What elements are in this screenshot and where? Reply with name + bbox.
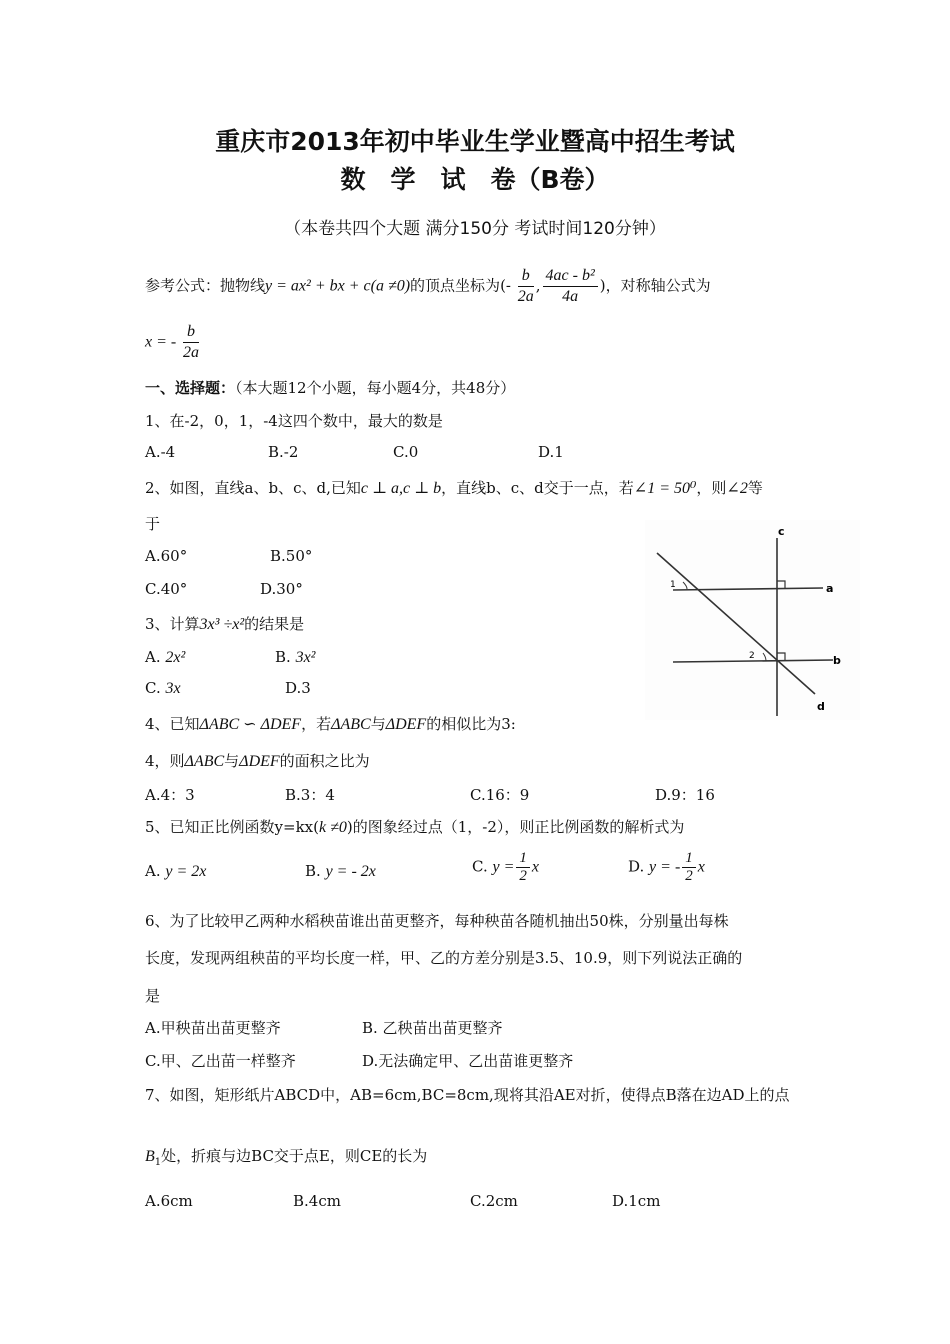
q5-c-lhs: y = <box>492 858 515 876</box>
q6-line1: 6、为了比较甲乙两种水稻秧苗谁出苗更整齐，每种秧苗各随机抽出50株，分别量出每株 <box>145 912 729 930</box>
lines-figure <box>645 520 860 720</box>
q5-a-label: A. <box>145 862 161 880</box>
q7-option-d: D.1cm <box>612 1192 661 1210</box>
exam-subtitle: 数 学 试 卷（B卷） <box>340 165 610 194</box>
q4-option-b: B.3：4 <box>285 786 335 804</box>
q1-option-a: A.-4 <box>145 443 176 461</box>
vertex-text: 的顶点坐标为 <box>410 276 501 295</box>
q6-option-c: C.甲、乙出苗一样整齐 <box>145 1052 296 1070</box>
q1-option-c: C.0 <box>393 443 419 461</box>
axis-numerator: b <box>183 322 199 343</box>
q3-a-value: 2x² <box>165 649 186 666</box>
q5-c-var: x <box>531 858 540 876</box>
vertex-x-numerator: b <box>518 266 534 287</box>
q7-option-b: B.4cm <box>293 1192 341 1210</box>
q5-a-value: y = 2x <box>165 863 207 880</box>
axis-fraction <box>183 322 199 363</box>
q7-point-b1: B <box>145 1148 155 1165</box>
q5-d-denominator: 2 <box>685 868 693 884</box>
q1-option-b: B.-2 <box>268 443 299 461</box>
q2-option-b: B.50° <box>270 547 313 565</box>
q4-option-a: A.4：3 <box>145 786 195 804</box>
q4-similarity: ΔABC ∽ ΔDEF <box>199 716 302 733</box>
formula-line: 参考公式：抛物线y = ax² + bx + c(a ≠0)的顶点坐标为(- $\frac{b}{2a}$ , $\frac{\text{4ac - b²}}{4a}$ )，对称轴公式为 <box>145 267 711 305</box>
q4-stem-cont <box>145 750 370 771</box>
q4-stem-a: 4、已知 <box>145 715 200 733</box>
q6-line2: 长度，发现两组秧苗的平均长度一样，甲、乙的方差分别是3.5、10.9，则下列说法正确的 <box>145 949 743 967</box>
q5-option-a <box>145 862 206 881</box>
label-a: a <box>826 582 834 595</box>
exam-note: （本卷共四个大题 满分150分 考试时间120分钟） <box>284 219 666 239</box>
q4-option-c: C.16：9 <box>470 786 530 804</box>
vertex-x-fraction <box>518 266 534 307</box>
q1-stem: 1、在-2，0，1，-4这四个数中，最大的数是 <box>145 412 443 430</box>
q2-stem-a: 2、如图，直线a、b、c、d,已知 <box>145 479 361 497</box>
q7-line1: 7、如图，矩形纸片ABCD中，AB=6cm,BC=8cm,现将其沿AE对折，使得点B落在边AD上的点 <box>145 1086 790 1104</box>
q5-c-label: C. <box>472 857 488 876</box>
vertex-x-denominator: 2a <box>517 288 534 305</box>
q4-triangle1-b: ΔABC <box>184 753 225 770</box>
q4-option-d: D.9：16 <box>655 786 715 804</box>
q5-option-b <box>305 862 376 881</box>
q2-option-d: D.30° <box>260 580 303 598</box>
q6-option-b: B. 乙秧苗出苗更整齐 <box>362 1019 503 1037</box>
q6-line3: 是 <box>145 987 161 1005</box>
axis-formula <box>145 322 201 363</box>
angle1-label: 1 <box>670 580 676 590</box>
q5-d-lhs: y = - <box>649 858 681 876</box>
parabola-equation: y = ax² + bx + c(a ≠0) <box>265 277 411 295</box>
formula-intro: 参考公式：抛物线 <box>145 276 266 295</box>
q5-b-label: B. <box>305 862 321 880</box>
q6-option-a: A.甲秧苗出苗更整齐 <box>145 1019 281 1037</box>
q3-c-label: C. <box>145 679 161 697</box>
q5-k-condition: k ≠0 <box>319 819 347 836</box>
q4-stem-d: 4，则 <box>145 752 185 770</box>
q3-b-value: 3x² <box>295 649 316 666</box>
q5-d-fraction <box>682 850 696 885</box>
section-desc: （本大题12个小题，每小题4分，共48分） <box>235 379 516 397</box>
q7-option-c: C.2cm <box>470 1192 518 1210</box>
section-title: 一、选择题： <box>145 379 236 397</box>
vertex-y-denominator: 4a <box>562 288 579 305</box>
q2-stem-d: 等 <box>747 479 763 497</box>
q2-stem <box>145 477 763 498</box>
q2-angle1: ∠1 = 50⁰ <box>633 480 697 497</box>
q4-stem-b: ，若 <box>301 715 332 733</box>
exam-title: 重庆市2013年初中毕业生学业暨高中招生考试 <box>215 127 735 156</box>
q5-d-numerator: 1 <box>682 850 696 868</box>
q3-c-value: 3x <box>165 680 181 697</box>
q5-option-c <box>472 850 539 885</box>
q4-triangle1: ΔABC <box>331 716 371 733</box>
q3-stem <box>145 613 304 634</box>
q3-stem-b: 的结果是 <box>244 615 305 633</box>
q4-with-b: 与 <box>224 752 240 770</box>
axis-text: ，对称轴公式为 <box>605 276 711 295</box>
q5-c-denominator: 2 <box>519 868 527 884</box>
q4-stem-c: 的相似比为3: <box>426 715 516 733</box>
q5-c-fraction <box>516 850 530 885</box>
q5-stem-b: )的图象经过点（1，-2），则正比例函数的解析式为 <box>346 818 685 836</box>
vertex-y-fraction <box>543 266 598 307</box>
q7-line2 <box>145 1145 427 1168</box>
q3-option-c <box>145 679 181 698</box>
q2-angle2: ∠2 <box>726 480 748 497</box>
q4-triangle2-b: ΔDEF <box>239 753 280 770</box>
q2-stem-cont: 于 <box>145 515 161 533</box>
q2-stem-c: ，则 <box>696 479 727 497</box>
angle2-label: 2 <box>749 651 755 661</box>
q4-triangle2: ΔDEF <box>385 716 427 733</box>
q7-point-b1-subscript: 1 <box>154 1157 162 1168</box>
q2-option-a: A.60° <box>145 547 188 565</box>
q1-option-d: D.1 <box>538 443 564 461</box>
q3-stem-a: 3、计算 <box>145 615 200 633</box>
q4-stem <box>145 713 516 734</box>
label-c: c <box>778 525 785 538</box>
q3-option-d: D.3 <box>285 679 311 697</box>
q7-line2-text: 处，折痕与边BC交于点E，则CE的长为 <box>161 1147 428 1165</box>
q2-option-c: C.40° <box>145 580 188 598</box>
q6-option-d: D.无法确定甲、乙出苗谁更整齐 <box>362 1052 574 1070</box>
q5-d-var: x <box>697 858 705 876</box>
q5-b-value: y = - 2x <box>325 863 376 880</box>
q4-with: 与 <box>370 715 386 733</box>
q3-a-label: A. <box>145 648 161 666</box>
q3-option-b <box>275 648 315 667</box>
q5-c-numerator: 1 <box>516 850 530 868</box>
vertex-y-numerator: 4ac - b² <box>543 266 598 287</box>
figure-background <box>645 520 860 720</box>
q3-b-label: B. <box>275 648 291 666</box>
q3-option-a <box>145 648 185 667</box>
q5-option-d <box>628 850 705 885</box>
q7-option-a: A.6cm <box>145 1192 193 1210</box>
q5-stem <box>145 816 684 837</box>
q3-expression: 3x³ ÷x² <box>199 616 245 633</box>
q2-stem-b: ，直线b、c、d交于一点，若 <box>441 479 634 497</box>
label-d: d <box>817 700 825 713</box>
axis-lhs: x = - <box>145 333 177 351</box>
axis-denominator: 2a <box>183 344 200 361</box>
q5-stem-a: 5、已知正比例函数y=kx( <box>145 818 319 836</box>
q4-stem-e: 的面积之比为 <box>279 752 370 770</box>
label-b: b <box>833 654 841 667</box>
q5-d-label: D. <box>628 857 645 876</box>
section-heading <box>145 377 515 398</box>
q2-condition: c ⊥ a,c ⊥ b <box>360 480 442 497</box>
